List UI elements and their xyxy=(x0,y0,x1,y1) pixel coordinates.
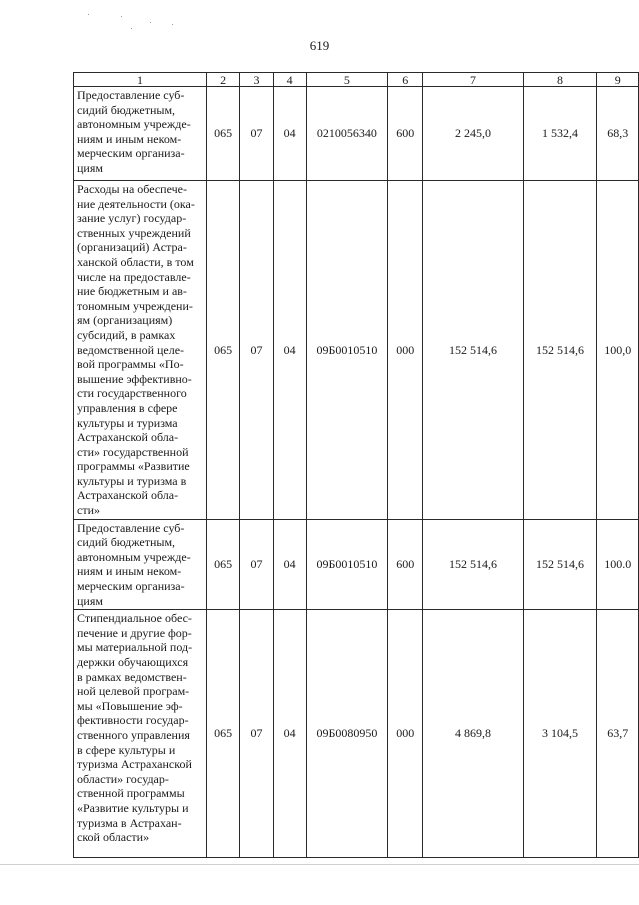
section-code-cell: 07 xyxy=(240,181,273,520)
scan-speck xyxy=(131,28,132,29)
budget-table xyxy=(73,72,639,858)
section-code-cell: 07 xyxy=(240,87,273,181)
ministry-code-cell: 065 xyxy=(206,519,240,610)
row-name-cell: Предоставление суб- сидий бюджетным, автономным учрежде- ниям и иным неком- мерческим организа- циям xyxy=(74,87,207,181)
header-cell: 1 xyxy=(74,73,207,87)
table-header-row xyxy=(74,73,639,87)
row-name-cell: Предоставление суб- сидий бюджетным, автономным учрежде- ниям и иным неком- мерческим организа- циям xyxy=(74,519,207,610)
row-name-cell: Расходы на обеспече- ние деятельности (ока- зание услуг) государ- ственных учреждений (организаций) Астра- ханской области, в том числе на предоставле- ние бюджетным и ав- тономным учреждени- ям (организациям) субсидий, в рамках ведомственной целе- вой программы «По- вышение эффективно- сти государственного управления в сфере культуры и туризма Астраханской обла- сти» государственной программы «Развитие культуры и туризма в Астраханской обла- сти» xyxy=(74,181,207,520)
subsection-code-cell: 04 xyxy=(273,610,306,858)
target-article-cell: 09Б0080950 xyxy=(306,610,387,858)
table-row xyxy=(74,87,639,181)
target-article-cell: 09Б0010510 xyxy=(306,519,387,610)
executed-amount-cell: 152 514,6 xyxy=(523,519,597,610)
header-cell: 5 xyxy=(306,73,387,87)
header-cell: 4 xyxy=(273,73,306,87)
percent-cell: 68,3 xyxy=(597,87,639,181)
header-cell: 7 xyxy=(423,73,523,87)
planned-amount-cell: 2 245,0 xyxy=(423,87,523,181)
percent-cell: 100.0 xyxy=(597,519,639,610)
target-article-cell: 09Б0010510 xyxy=(306,181,387,520)
scan-speck xyxy=(88,14,89,15)
executed-amount-cell: 1 532,4 xyxy=(523,87,597,181)
header-cell: 9 xyxy=(597,73,639,87)
header-cell: 8 xyxy=(523,73,597,87)
expense-type-cell: 600 xyxy=(388,519,423,610)
scan-edge-line xyxy=(0,864,639,865)
executed-amount-cell: 3 104,5 xyxy=(523,610,597,858)
section-code-cell: 07 xyxy=(240,610,273,858)
expense-type-cell: 000 xyxy=(388,610,423,858)
percent-cell: 100,0 xyxy=(597,181,639,520)
page-number: 619 xyxy=(309,38,330,53)
subsection-code-cell: 04 xyxy=(273,519,306,610)
percent-cell: 63,7 xyxy=(597,610,639,858)
scan-speck xyxy=(172,24,173,25)
subsection-code-cell: 04 xyxy=(273,87,306,181)
table-row xyxy=(74,610,639,858)
planned-amount-cell: 4 869,8 xyxy=(423,610,523,858)
executed-amount-cell: 152 514,6 xyxy=(523,181,597,520)
scan-speck xyxy=(121,16,122,17)
planned-amount-cell: 152 514,6 xyxy=(423,519,523,610)
row-name-cell: Стипендиальное обес- печение и другие фор- мы материальной под- держки обучающихся в рамках ведомствен- ной целевой програм- мы «Повышение эф- фективности государ- ственного управления в сфере культуры и туризма Астраханской области» государ- ственной программы «Развитие культуры и туризма в Астрахан- ской области» xyxy=(74,610,207,858)
section-code-cell: 07 xyxy=(240,519,273,610)
table-row xyxy=(74,181,639,520)
subsection-code-cell: 04 xyxy=(273,181,306,520)
ministry-code-cell: 065 xyxy=(206,87,240,181)
ministry-code-cell: 065 xyxy=(206,610,240,858)
planned-amount-cell: 152 514,6 xyxy=(423,181,523,520)
ministry-code-cell: 065 xyxy=(206,181,240,520)
scan-speck xyxy=(150,22,151,23)
header-cell: 3 xyxy=(240,73,273,87)
header-cell: 6 xyxy=(388,73,423,87)
target-article-cell: 0210056340 xyxy=(306,87,387,181)
expense-type-cell: 600 xyxy=(388,87,423,181)
table-row xyxy=(74,519,639,610)
header-cell: 2 xyxy=(206,73,240,87)
expense-type-cell: 000 xyxy=(388,181,423,520)
